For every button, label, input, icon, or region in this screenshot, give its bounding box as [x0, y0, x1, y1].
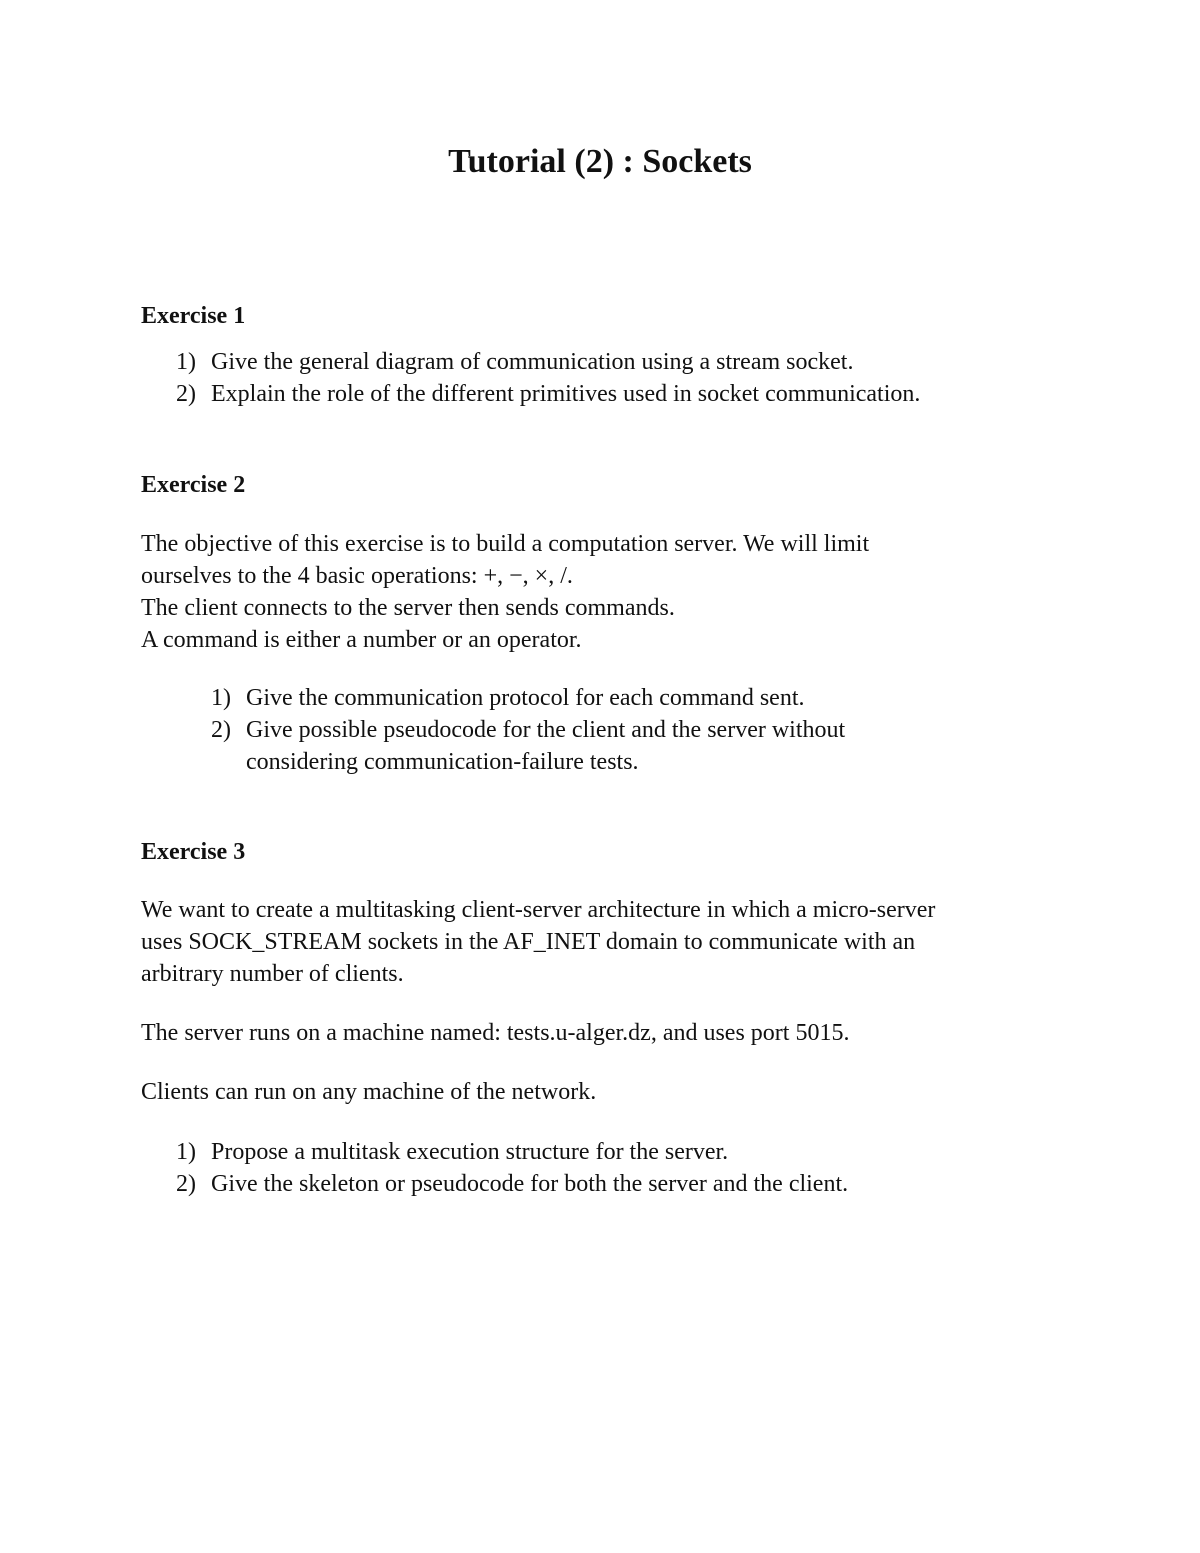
paragraph-line: The client connects to the server then sends commands. — [141, 595, 675, 621]
exercise-1-list — [176, 346, 920, 410]
list-item-text: Give the general diagram of communication using a stream socket. — [211, 349, 854, 375]
list-item-text: Give possible pseudocode for the client and the server without — [246, 717, 846, 743]
list-item-text: Explain the role of the different primitives used in socket communication. — [211, 381, 921, 407]
list-item — [211, 682, 845, 714]
list-item — [176, 378, 920, 410]
list-item-number: 2) — [211, 717, 231, 743]
paragraph-line: The objective of this exercise is to build a computation server. We will limit — [141, 531, 870, 557]
paragraph-line: arbitrary number of clients. — [141, 961, 404, 987]
list-item — [176, 346, 920, 378]
list-item-number: 1) — [176, 349, 196, 375]
list-item-text: Give the communication protocol for each command sent. — [246, 685, 805, 711]
list-item-number: 2) — [176, 1171, 196, 1197]
paragraph-line: We want to create a multitasking client-server architecture in which a micro-server — [141, 897, 936, 923]
list-item-text: Propose a multitask execution structure for the server. — [211, 1139, 729, 1165]
exercise-3-list — [176, 1136, 848, 1200]
paragraph-line: ourselves to the 4 basic operations: +, −, ×, /. — [141, 563, 573, 589]
list-item-text-continuation: considering communication-failure tests. — [246, 749, 639, 775]
exercise-3-intro — [141, 894, 1101, 990]
list-item — [176, 1136, 848, 1168]
exercise-3-heading: Exercise 3 — [141, 839, 246, 865]
list-item — [211, 714, 845, 778]
page-title: Tutorial (2) : Sockets — [448, 143, 752, 180]
list-item-number: 1) — [176, 1139, 196, 1165]
list-item — [176, 1168, 848, 1200]
exercise-3-server-info: The server runs on a machine named: tests.u-alger.dz, and uses port 5015. — [141, 1020, 850, 1046]
list-item-text: Give the skeleton or pseudocode for both the server and the client. — [211, 1171, 849, 1197]
list-item-number: 2) — [176, 381, 196, 407]
exercise-2-intro — [141, 528, 1101, 656]
exercise-2-heading: Exercise 2 — [141, 472, 246, 498]
list-item-number: 1) — [211, 685, 231, 711]
exercise-3-clients-info: Clients can run on any machine of the network. — [141, 1079, 597, 1105]
exercise-2-list — [211, 682, 845, 778]
exercise-1-heading: Exercise 1 — [141, 303, 246, 329]
paragraph-line: A command is either a number or an operator. — [141, 627, 582, 653]
paragraph-line: uses SOCK_STREAM sockets in the AF_INET domain to communicate with an — [141, 929, 916, 955]
